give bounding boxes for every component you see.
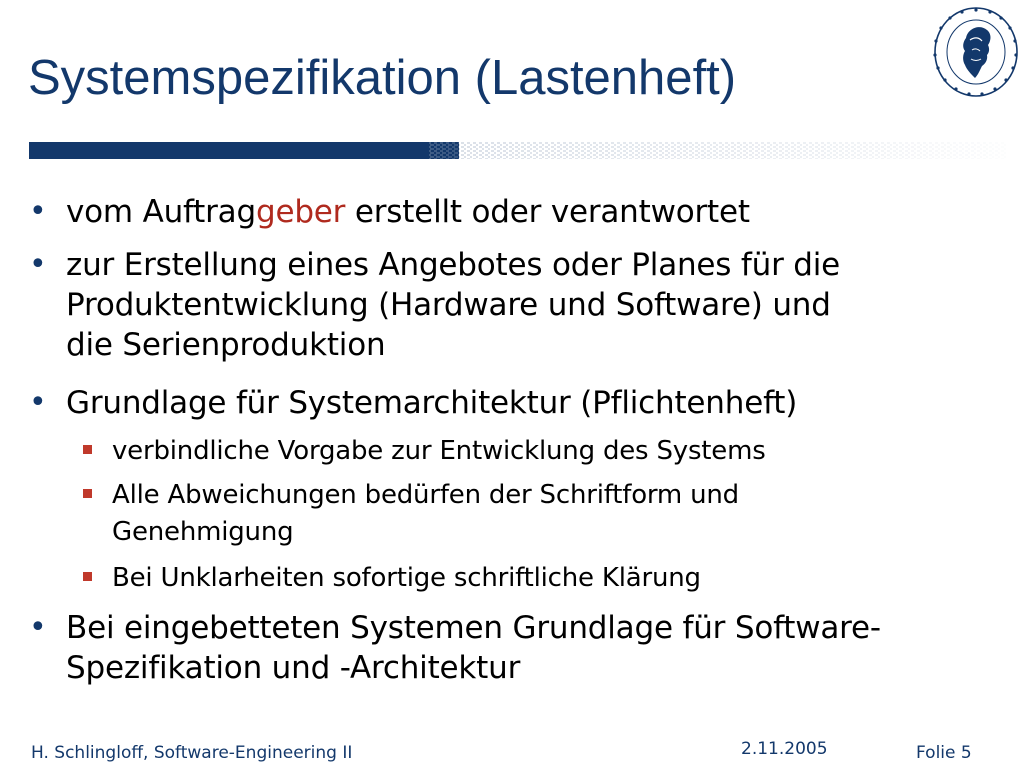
bullet-line: Grundlage für Systemarchitektur (Pflichtenheft)	[66, 385, 798, 421]
bullet-line: Produktentwicklung (Hardware und Software) und	[66, 287, 831, 323]
sub-bullet-text	[112, 477, 739, 551]
square-bullet-icon	[83, 572, 92, 581]
bullet-dot-icon: •	[29, 247, 47, 282]
bullet-dot-icon: •	[29, 610, 47, 645]
accent-word: geber	[255, 194, 346, 230]
sub-bullet-text	[112, 560, 701, 597]
bullet-dot-icon: •	[29, 385, 47, 420]
sub-bullet-line: Genehmigung	[112, 517, 294, 547]
bullet-text-part: vom Auftrag	[66, 194, 256, 230]
bullet-text	[66, 192, 750, 232]
bullet-text	[66, 608, 881, 688]
bullet-line: Bei eingebetteten Systemen Grundlage für Software-	[66, 610, 881, 646]
sub-bullet-line: verbindliche Vorgabe zur Entwicklung des Systems	[112, 436, 766, 466]
bullet-text-part: erstellt oder verantwortet	[345, 194, 750, 230]
footer-slide-number: Folie 5	[916, 743, 972, 763]
bullet-line: Spezifikation und -Architektur	[66, 650, 521, 686]
footer-author: H. Schlingloff, Software-Engineering II	[31, 743, 353, 763]
bullet-text	[66, 245, 840, 365]
sub-bullet-text	[112, 433, 766, 470]
bullet-text	[66, 383, 797, 423]
footer-date: 2.11.2005	[741, 739, 828, 759]
bullet-dot-icon: •	[29, 194, 47, 229]
bullet-line: zur Erstellung eines Angebotes oder Planes für die	[66, 247, 841, 283]
square-bullet-icon	[83, 489, 92, 498]
square-bullet-icon	[83, 445, 92, 454]
sub-bullet-line: Bei Unklarheiten sofortige schriftliche Klärung	[112, 563, 701, 593]
bullet-line: die Serienproduktion	[66, 327, 386, 363]
slide-title: Systemspezifikation (Lastenheft)	[28, 51, 737, 105]
sub-bullet-line: Alle Abweichungen bedürfen der Schriftform und	[112, 480, 739, 510]
